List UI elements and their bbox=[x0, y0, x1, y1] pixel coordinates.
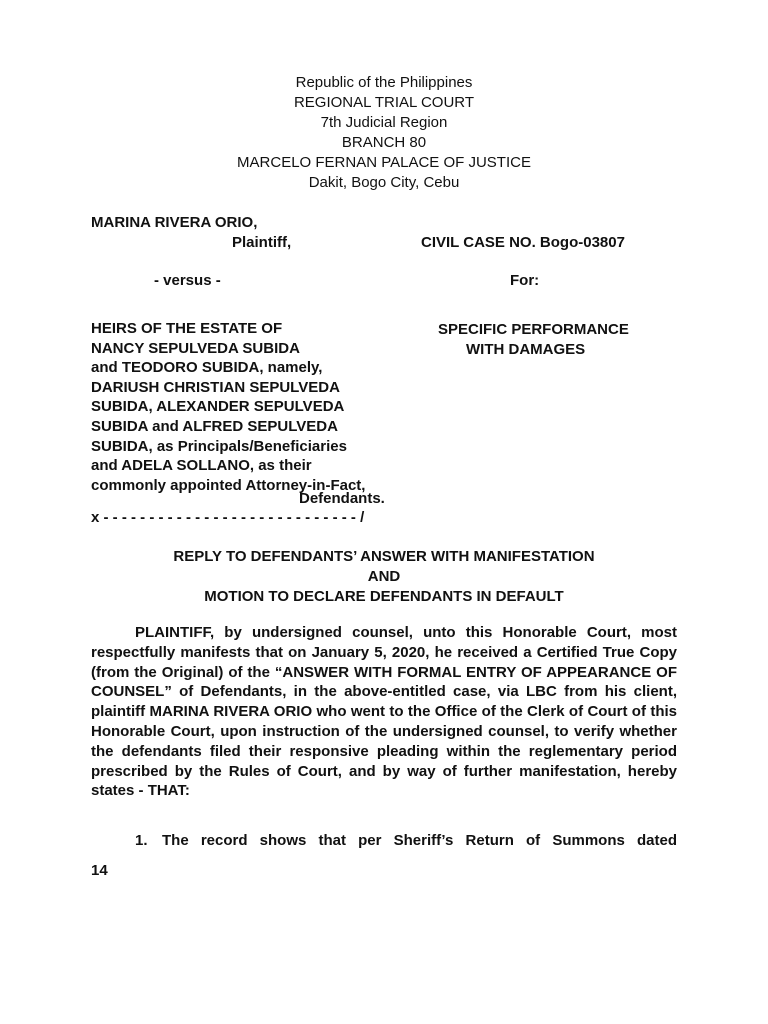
defendants-line: and ADELA SOLLANO, as their bbox=[91, 457, 312, 475]
for-label: For: bbox=[510, 272, 540, 289]
item-number: 1. bbox=[135, 832, 148, 849]
defendants-label: Defendants. bbox=[299, 490, 385, 507]
heading-line: REGIONAL TRIAL COURT bbox=[293, 94, 475, 111]
heading-line: Republic of the Philippines bbox=[295, 74, 473, 91]
defendants-line: HEIRS OF THE ESTATE OF bbox=[91, 320, 283, 337]
defendants-line: SUBIDA, ALEXANDER SEPULVEDA bbox=[91, 398, 345, 416]
defendants-line: DARIUSH CHRISTIAN SEPULVEDA bbox=[91, 378, 340, 396]
defendants-line: and TEODORO SUBIDA, namely, bbox=[91, 359, 323, 377]
heading-line: Dakit, Bogo City, Cebu bbox=[308, 174, 460, 191]
body-paragraph: PLAINTIFF, by undersigned counsel, unto this Honorable Court, most respectfully manifests that on January 5, 2020, he received a Certified True Copy (from the Original) of the “ANSWER WITH FORMAL ENTRY OF APPEARANCE OF COUNSEL” of Defendants, in the above-entitled case, via LBC from his client, plaintiff MARINA RIVERA ORIO who went to the Office of the Clerk of Court of this Honorable Court, upon instruction of the undersigned counsel, to verify whether the defendants filed their responsive pleading within the reglementary period prescribed by the Rules of Court, and by way of further manifestation, hereby states - THAT: bbox=[91, 624, 677, 800]
plaintiff-name: MARINA RIVERA ORIO, bbox=[91, 214, 258, 231]
title-line: MOTION TO DECLARE DEFENDANTS IN DEFAULT bbox=[204, 588, 564, 605]
item-continuation: 14 bbox=[91, 862, 108, 879]
defendants-line: SUBIDA and ALFRED SEPULVEDA bbox=[91, 417, 338, 435]
nature-of-action-line: SPECIFIC PERFORMANCE bbox=[438, 321, 629, 338]
caption-closing-line: x - - - - - - - - - - - - - - - - - - - - - - - - - - - - / bbox=[91, 509, 365, 526]
title-line: AND bbox=[367, 568, 401, 585]
plaintiff-label: Plaintiff, bbox=[232, 234, 292, 251]
pleading-title bbox=[0, 547, 768, 607]
title-line: REPLY TO DEFENDANTS’ ANSWER WITH MANIFESTATION bbox=[173, 548, 595, 565]
defendants-line: commonly appointed Attorney-in-Fact, bbox=[91, 476, 366, 494]
court-heading bbox=[0, 73, 768, 193]
nature-of-action-line: WITH DAMAGES bbox=[466, 341, 586, 358]
case-number: CIVIL CASE NO. Bogo-03807 bbox=[421, 234, 625, 251]
defendants-line: NANCY SEPULVEDA SUBIDA bbox=[91, 339, 300, 357]
versus-label: - versus - bbox=[154, 272, 221, 289]
defendants-block bbox=[91, 319, 365, 495]
defendants-line: SUBIDA, as Principals/Beneficiaries bbox=[91, 437, 347, 455]
item-text: The record shows that per Sheriff’s Return of Summons dated bbox=[162, 832, 677, 849]
heading-line: 7th Judicial Region bbox=[320, 114, 448, 131]
heading-line: BRANCH 80 bbox=[341, 134, 427, 151]
heading-line: MARCELO FERNAN PALACE OF JUSTICE bbox=[237, 154, 531, 171]
